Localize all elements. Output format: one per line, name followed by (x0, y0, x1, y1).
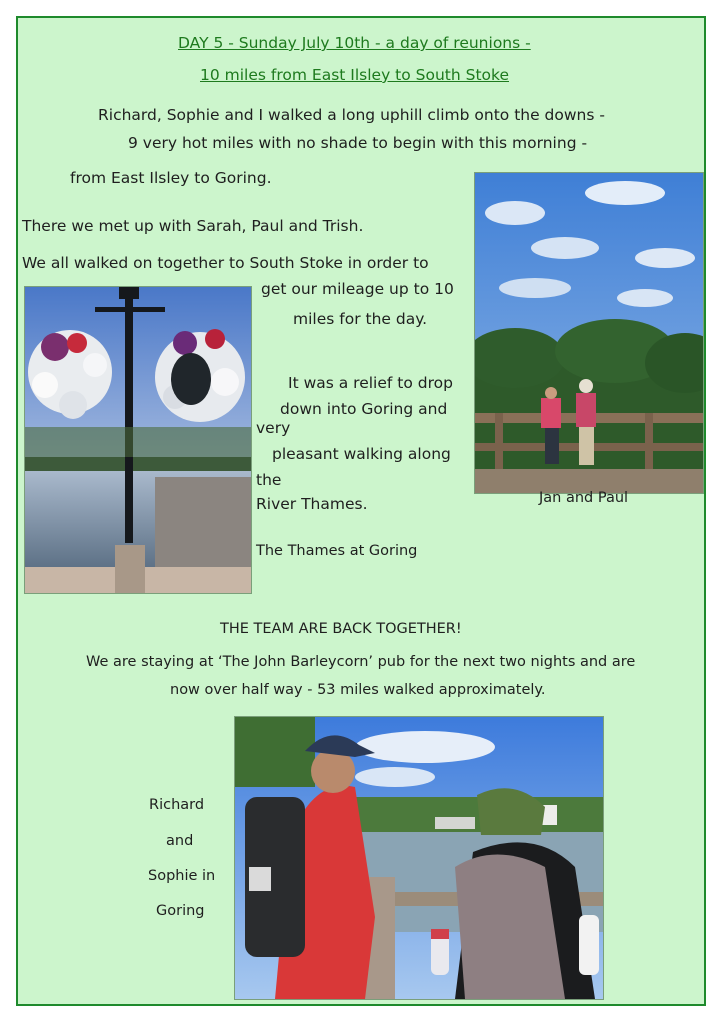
relief-line2: down into Goring and (280, 400, 448, 418)
jan-paul-photo (474, 172, 704, 494)
relief-line6: River Thames. (256, 495, 368, 513)
newsletter-page (16, 16, 706, 1006)
thames-goring-photo (24, 286, 252, 594)
jan-paul-caption: Jan and Paul (539, 490, 629, 506)
relief-line5: the (256, 471, 282, 489)
intro-line2: 9 very hot miles with no shade to begin with this morning - (128, 134, 588, 152)
mileage-line1: get our mileage up to 10 (261, 280, 454, 298)
relief-line4: pleasant walking along (272, 445, 451, 463)
team-heading: THE TEAM ARE BACK TOGETHER! (220, 621, 462, 637)
day-title-line2[interactable]: 10 miles from East Ilsley to South Stoke (200, 66, 509, 84)
walked-line: We all walked on together to South Stoke in order to (22, 254, 429, 272)
mileage-line2: miles for the day. (293, 310, 428, 328)
relief-line3: very (256, 419, 291, 437)
richard-caption-line2: and (166, 833, 194, 849)
richard-caption-line4: Goring (156, 903, 205, 919)
richard-sophie-image (235, 717, 603, 999)
met-line: There we met up with Sarah, Paul and Trish. (22, 217, 364, 235)
richard-caption-line3: Sophie in (148, 868, 216, 884)
richard-caption-line1: Richard (149, 797, 205, 813)
jan-paul-image (475, 173, 703, 493)
thames-goring-image (25, 287, 251, 593)
richard-sophie-photo (234, 716, 604, 1000)
intro-line3: from East Ilsley to Goring. (70, 169, 272, 187)
thames-caption: The Thames at Goring (256, 543, 418, 559)
day-title-line1[interactable]: DAY 5 - Sunday July 10th - a day of reunions - (178, 34, 531, 52)
relief-line1: It was a relief to drop (288, 374, 453, 392)
team-line1: We are staying at ‘The John Barleycorn’ pub for the next two nights and are (86, 654, 636, 670)
team-line2: now over half way - 53 miles walked approximately. (170, 682, 546, 698)
intro-line1: Richard, Sophie and I walked a long uphill climb onto the downs - (98, 106, 605, 124)
